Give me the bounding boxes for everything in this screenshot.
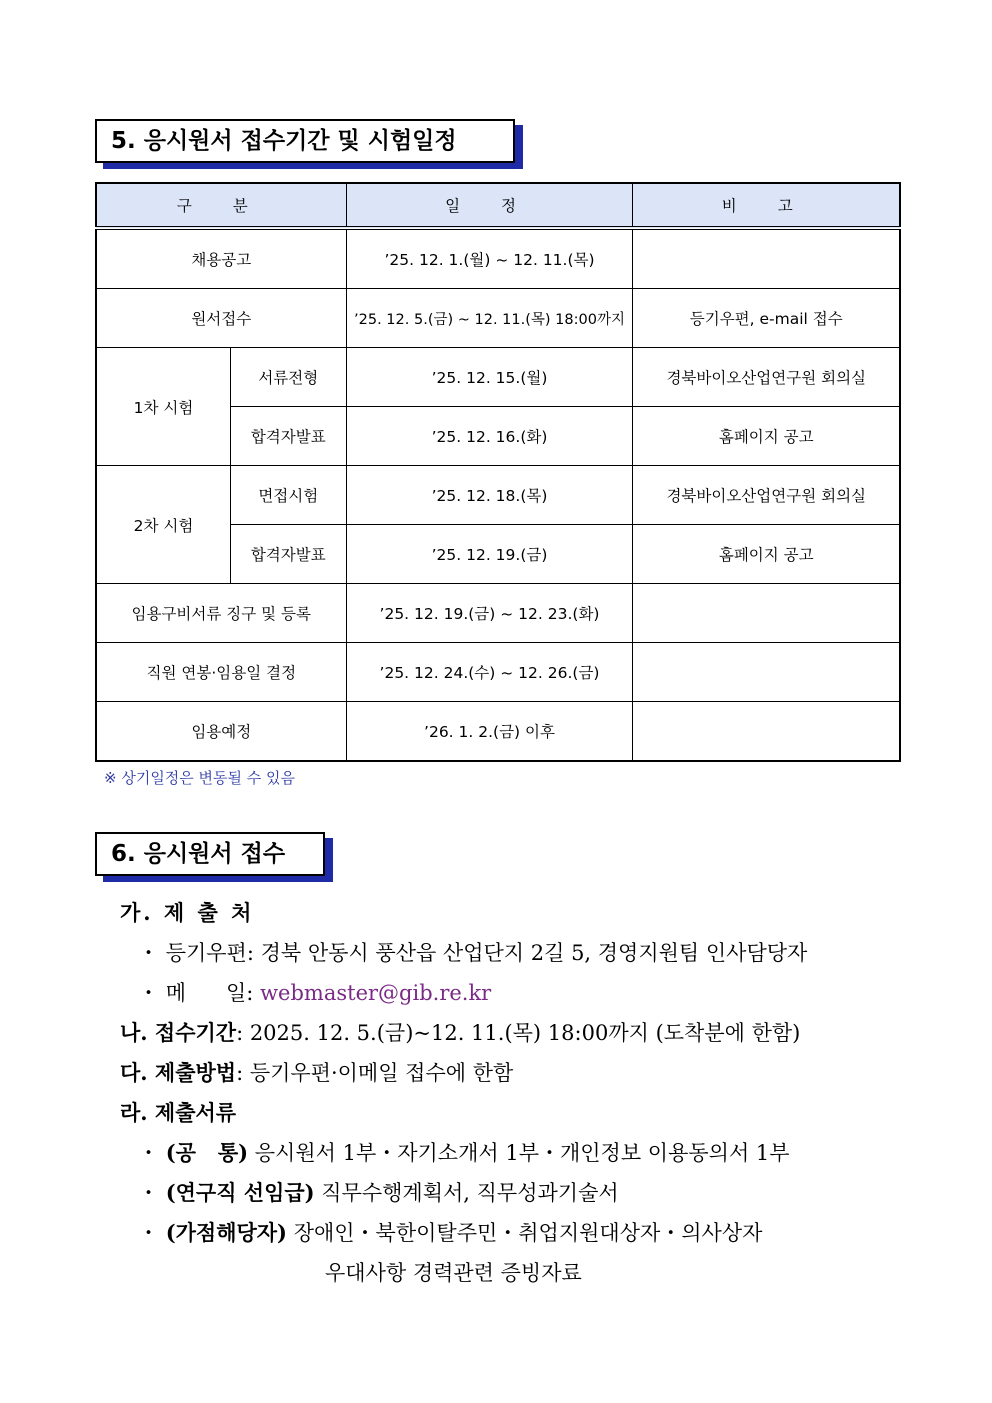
ra-item-label: (가점해당자) [165,1220,287,1245]
ra-item-value: 장애인・북한이탈주민・취업지원대상자・의사상자 [293,1221,763,1245]
table-row [96,289,900,348]
row-date: ’25. 12. 5.(금) ~ 12. 11.(목) 18:00까지 [346,289,633,348]
table-row [96,584,900,643]
row-note [633,702,900,762]
ga-item-label: 메 일: [165,981,254,1005]
da-line [120,1057,513,1087]
row-note [633,228,900,289]
header-schedule: 일 정 [346,183,633,228]
table-header-row [96,183,900,228]
row-date: ’25. 12. 19.(금) [346,525,633,584]
row-note: 경북바이오산업연구원 회의실 [633,466,900,525]
ra-item-label: (연구직 선임급) [165,1180,315,1205]
table-row [96,643,900,702]
na-label: 나. 접수기간 [120,1020,237,1045]
row-note: 홈페이지 공고 [633,525,900,584]
row-sub: 서류전형 [230,348,346,407]
email-link[interactable]: webmaster@gib.re.kr [260,981,492,1005]
schedule-footnote: ※ 상기일정은 변동될 수 있음 [104,769,296,787]
row-note: 홈페이지 공고 [633,407,900,466]
row-date: ’25. 12. 19.(금) ~ 12. 23.(화) [346,584,633,643]
na-value: : 2025. 12. 5.(금)~12. 11.(목) 18:00까지 (도착분에 한함) [236,1021,801,1045]
ra-item-label: (공 통) [165,1140,249,1165]
row-date: ’26. 1. 2.(금) 이후 [346,702,633,762]
row-date: ’25. 12. 24.(수) ~ 12. 26.(금) [346,643,633,702]
row-category: 직원 연봉·임용일 결정 [96,643,346,702]
row-date: ’25. 12. 15.(월) [346,348,633,407]
row-group: 1차 시험 [96,348,230,466]
row-category: 임용예정 [96,702,346,762]
table-row [96,348,900,407]
row-sub: 면접시험 [230,466,346,525]
header-category: 구 분 [96,183,346,228]
ga-item-mail-address [138,937,807,967]
row-group: 2차 시험 [96,466,230,584]
bullet: ・ [138,1181,166,1205]
ra-continuation: 우대사항 경력관련 증빙자료 [325,1261,582,1285]
table-row [96,466,900,525]
ga-heading: 가. 제 출 처 [120,900,255,925]
row-date: ’25. 12. 1.(월) ~ 12. 11.(목) [346,228,633,289]
ra-item [138,1177,619,1207]
ga-item-label: 등기우편: [165,941,254,965]
da-label: 다. 제출방법 [120,1060,237,1085]
header-remarks: 비 고 [633,183,900,228]
bullet: ・ [138,941,166,965]
bullet: ・ [138,1141,166,1165]
table-row [96,228,900,289]
bullet: ・ [138,1221,166,1245]
schedule-table [95,182,901,762]
row-note [633,643,900,702]
ra-item [138,1217,762,1247]
section-5-title: 5. 응시원서 접수기간 및 시험일정 [95,119,515,163]
row-date: ’25. 12. 16.(화) [346,407,633,466]
row-note: 등기우편, e-mail 접수 [633,289,900,348]
row-category: 임용구비서류 징구 및 등록 [96,584,346,643]
ga-item-value: 경북 안동시 풍산읍 산업단지 2길 5, 경영지원팀 인사담당자 [260,941,808,965]
row-date: ’25. 12. 18.(목) [346,466,633,525]
ra-item [138,1137,790,1167]
da-value: : 등기우편·이메일 접수에 한함 [236,1061,514,1085]
bullet: ・ [138,981,166,1005]
ra-heading: 라. 제출서류 [120,1100,237,1125]
row-note [633,584,900,643]
row-category: 채용공고 [96,228,346,289]
ra-item-value: 응시원서 1부・자기소개서 1부・개인정보 이용동의서 1부 [254,1141,790,1165]
row-category: 원서접수 [96,289,346,348]
na-line [120,1017,800,1047]
row-note: 경북바이오산업연구원 회의실 [633,348,900,407]
row-sub: 합격자발표 [230,407,346,466]
table-row [96,702,900,762]
ra-item-value: 직무수행계획서, 직무성과기술서 [321,1181,619,1205]
section-6-title: 6. 응시원서 접수 [95,832,325,876]
ga-item-email [138,977,491,1007]
row-sub: 합격자발표 [230,525,346,584]
